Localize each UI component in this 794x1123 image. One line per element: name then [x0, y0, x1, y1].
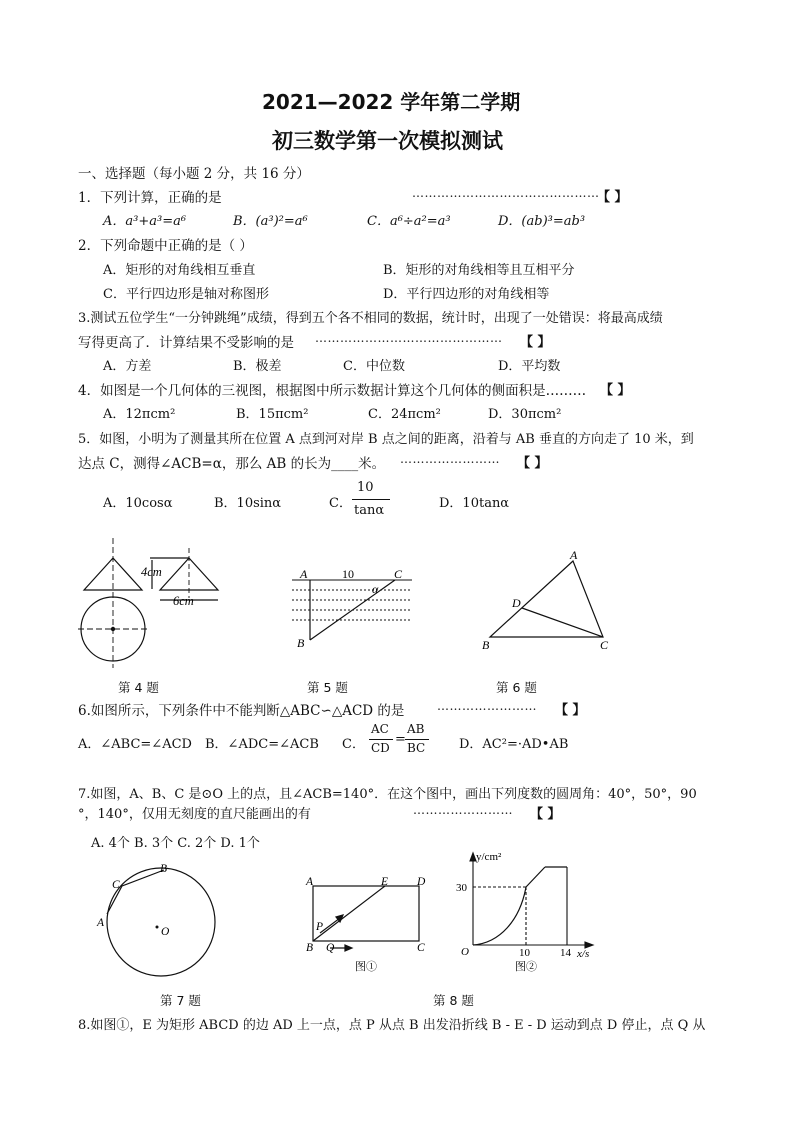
- q6-option-d: D．AC²=·AD•AB: [459, 737, 569, 752]
- fig7-point-c: C: [112, 879, 120, 891]
- q4-option-d: D．30πcm²: [488, 407, 562, 422]
- fig8-y-axis-label: y/cm²: [476, 851, 502, 863]
- q3-answer-bracket: 【 】: [520, 335, 551, 350]
- q4-option-a: A．12πcm²: [103, 407, 176, 422]
- q3-line2: 写得更高了．计算结果不受影响的是: [78, 335, 294, 351]
- q6-option-c: C．: [342, 737, 365, 752]
- q6-frac1-numerator: AC: [371, 722, 389, 736]
- q8-line1: 8.如图①，E 为矩形 ABCD 的边 AD 上一点，点 P 从点 B 出发沿折线 B - E - D 运动到点 D 停止，点 Q 从: [78, 1018, 706, 1033]
- q6-dots: ……………………: [437, 699, 537, 713]
- fig5-caption: 第 5 题: [307, 680, 348, 695]
- q7-dots: ……………………: [413, 803, 513, 817]
- q6-equals: =: [395, 732, 406, 747]
- q1-option-a: A．a³+a³=a⁶: [103, 214, 187, 229]
- fig6-caption: 第 6 题: [496, 680, 537, 695]
- fig6-point-b: B: [482, 638, 490, 652]
- q7-line1: 7.如图，A、B、C 是⊙O 上的点，且∠ACB=140°．在这个图中，画出下列度数的圆周角：40°，50°，90: [78, 787, 697, 802]
- q2-option-d: D．平行四边形的对角线相等: [383, 287, 550, 302]
- q1-answer-bracket: 【 】: [597, 190, 628, 205]
- q5-dots: ……………………: [400, 452, 500, 466]
- q7-line2: °，140°，仅用无刻度的直尺能画出的有: [78, 807, 311, 822]
- q4-answer-bracket: 【 】: [600, 383, 631, 398]
- fig6-point-c: C: [600, 638, 609, 652]
- q4-option-c: C．24πcm²: [368, 407, 441, 422]
- fig4-caption: 第 4 题: [118, 680, 159, 695]
- q3-option-a: A．方差: [103, 359, 152, 374]
- exam-title-year: 2021—2022 学年第二学期: [262, 90, 521, 114]
- fig8-point-b: B: [306, 942, 314, 954]
- q1-dots: ………………………………………: [412, 186, 600, 200]
- fig7-center-dot: [156, 926, 159, 929]
- q5-option-b: B．10sinα: [214, 496, 282, 511]
- fig8-point-p: P: [316, 921, 324, 933]
- fig8-sub2-label: 图②: [515, 961, 537, 973]
- q5-line2: 达点 C，测得∠ACB=α，那么 AB 的长为____米。: [78, 456, 386, 472]
- q6-frac1-denominator: CD: [371, 741, 390, 755]
- q3-option-c: C．中位数: [343, 359, 405, 374]
- q1-option-d: D．(ab)³=ab³: [498, 214, 586, 229]
- fig8-point-a: A: [306, 876, 314, 888]
- fig8-sub1-label: 图①: [355, 961, 377, 973]
- fig8-x-tick-14: 14: [560, 947, 571, 959]
- q5-frac-denominator: tanα: [354, 503, 385, 518]
- q7-answer-bracket: 【 】: [530, 807, 561, 822]
- q4-stem: 4．如图是一个几何体的三视图，根据图中所示数据计算这个几何体的侧面积是………: [78, 383, 587, 399]
- q2-stem: 2．下列命题中正确的是（ ）: [78, 238, 253, 254]
- q1-stem: 1．下列计算，正确的是: [78, 190, 222, 206]
- fig5-point-a: A: [300, 567, 308, 581]
- exam-title-main: 初三数学第一次模拟测试: [272, 129, 503, 153]
- q6-option-a: A．∠ABC=∠ACD: [78, 737, 192, 752]
- q1-option-b: B．(a³)²=a⁶: [233, 214, 308, 229]
- fig5-point-c: C: [394, 567, 403, 581]
- fig8-point-c: C: [417, 942, 425, 954]
- q3-option-d: D．平均数: [498, 359, 561, 374]
- fig8-y-tick-30: 30: [456, 882, 467, 894]
- fig8-point-q: Q: [326, 942, 335, 954]
- q2-option-c: C．平行四边形是轴对称图形: [103, 287, 269, 302]
- q5-option-d: D．10tanα: [439, 496, 510, 511]
- fig8-origin-label: O: [461, 946, 469, 958]
- fig7-circle: [107, 868, 215, 976]
- q3-option-b: B．极差: [233, 359, 282, 374]
- q5-option-a: A．10cosα: [103, 496, 173, 511]
- section-heading: 一、选择题（每小题 2 分，共 16 分）: [78, 166, 310, 182]
- fig5-length-label: 10: [342, 567, 354, 581]
- fig7-point-o: O: [161, 926, 170, 938]
- q2-option-a: A．矩形的对角线相互垂直: [103, 263, 256, 278]
- fig6-point-d: D: [512, 596, 521, 610]
- q6-frac2-denominator: BC: [407, 741, 426, 755]
- q3-dots: ………………………………………: [315, 331, 503, 345]
- q2-option-b: B．矩形的对角线相等且互相平分: [383, 263, 575, 278]
- fig4-width-label: 6cm: [173, 594, 194, 608]
- fig7-point-a: A: [97, 917, 105, 929]
- q6-option-b: B．∠ADC=∠ACB: [205, 737, 319, 752]
- q5-line1: 5．如图，小明为了测量其所在位置 A 点到河对岸 B 点之间的距离，沿着与 AB 垂直的方向走了 10 米，到: [78, 432, 694, 447]
- q5-option-c: C．: [329, 496, 352, 511]
- fig7-point-b: B: [160, 863, 168, 875]
- fig4-height-label: 4cm: [141, 565, 162, 579]
- fig5-point-b: B: [297, 636, 305, 650]
- q4-option-b: B．15πcm²: [236, 407, 309, 422]
- q6-answer-bracket: 【 】: [555, 703, 586, 718]
- fig8-caption: 第 8 题: [433, 993, 474, 1008]
- fig7-caption: 第 7 题: [160, 993, 201, 1008]
- q6-frac2-numerator: AB: [407, 722, 425, 736]
- fig5-angle-alpha: α: [372, 582, 379, 596]
- q3-line1: 3.测试五位学生“一分钟跳绳”成绩，得到五个各不相同的数据，统计时，出现了一处错误：将最高成绩: [78, 311, 663, 326]
- fig8-point-e: E: [381, 876, 389, 888]
- fig8-point-d: D: [417, 876, 426, 888]
- fig6-point-a: A: [570, 548, 578, 562]
- q7-options: A. 4个 B. 3个 C. 2个 D. 1个: [91, 836, 260, 851]
- fig8-x-tick-10: 10: [519, 947, 530, 959]
- fig8-x-axis-label: x/s: [577, 948, 590, 960]
- q5-frac-numerator: 10: [357, 480, 374, 495]
- fig8-graph: [470, 853, 593, 948]
- q6-stem: 6.如图所示，下列条件中不能判断△ABC∽△ACD 的是: [78, 703, 405, 719]
- q1-option-c: C．a⁶÷a²=a³: [367, 214, 451, 229]
- q5-answer-bracket: 【 】: [517, 456, 548, 471]
